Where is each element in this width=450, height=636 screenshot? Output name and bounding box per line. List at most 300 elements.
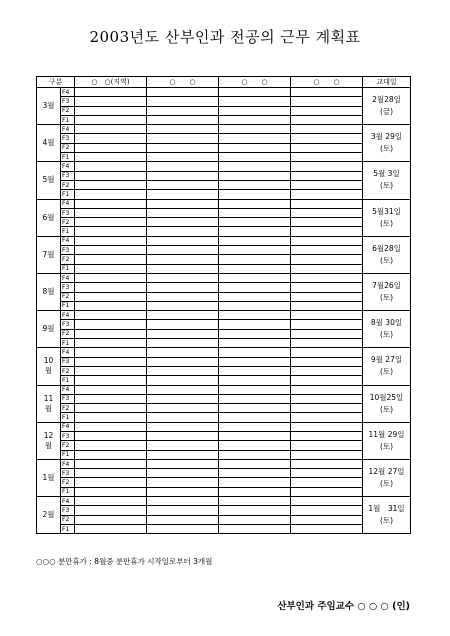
schedule-cell[interactable] xyxy=(291,134,363,143)
schedule-cell[interactable] xyxy=(147,292,219,301)
schedule-cell[interactable] xyxy=(75,218,147,227)
exchange-date-cell xyxy=(363,459,411,496)
floor-label: F4 xyxy=(61,348,75,357)
schedule-cell[interactable] xyxy=(291,115,363,124)
schedule-cell[interactable] xyxy=(147,413,219,422)
schedule-cell[interactable] xyxy=(147,348,219,357)
table-row xyxy=(37,88,411,97)
schedule-cell[interactable] xyxy=(75,524,147,533)
month-label: 4월 xyxy=(37,125,61,162)
schedule-cell[interactable] xyxy=(75,339,147,348)
schedule-cell[interactable] xyxy=(75,273,147,282)
schedule-cell[interactable] xyxy=(147,162,219,171)
exchange-date: 1월 31일 xyxy=(368,504,405,514)
schedule-cell[interactable] xyxy=(291,515,363,524)
table-row xyxy=(37,469,411,478)
schedule-cell[interactable] xyxy=(147,273,219,282)
schedule-cell[interactable] xyxy=(291,106,363,115)
table-row xyxy=(37,153,411,162)
schedule-cell[interactable] xyxy=(219,441,291,450)
schedule-cell[interactable] xyxy=(147,441,219,450)
schedule-cell[interactable] xyxy=(219,329,291,338)
schedule-cell[interactable] xyxy=(219,236,291,245)
schedule-cell[interactable] xyxy=(75,301,147,310)
schedule-cell[interactable] xyxy=(147,459,219,468)
schedule-cell[interactable] xyxy=(219,292,291,301)
schedule-cell[interactable] xyxy=(147,339,219,348)
schedule-cell[interactable] xyxy=(291,255,363,264)
schedule-cell[interactable] xyxy=(219,97,291,106)
schedule-cell[interactable] xyxy=(147,311,219,320)
schedule-cell[interactable] xyxy=(219,469,291,478)
schedule-cell[interactable] xyxy=(147,153,219,162)
floor-label: F1 xyxy=(61,227,75,236)
schedule-cell[interactable] xyxy=(147,218,219,227)
floor-label: F1 xyxy=(61,524,75,533)
month-label: 10 월 xyxy=(37,348,61,385)
table-row xyxy=(37,385,411,394)
schedule-cell[interactable] xyxy=(75,115,147,124)
schedule-cell[interactable] xyxy=(291,227,363,236)
schedule-cell[interactable] xyxy=(75,199,147,208)
floor-label: F2 xyxy=(61,515,75,524)
schedule-cell[interactable] xyxy=(219,162,291,171)
schedule-cell[interactable] xyxy=(75,227,147,236)
table-row xyxy=(37,329,411,338)
schedule-cell[interactable] xyxy=(219,515,291,524)
schedule-cell[interactable] xyxy=(75,441,147,450)
schedule-cell[interactable] xyxy=(147,487,219,496)
schedule-cell[interactable] xyxy=(75,487,147,496)
schedule-cell[interactable] xyxy=(219,106,291,115)
schedule-cell[interactable] xyxy=(75,264,147,273)
schedule-cell[interactable] xyxy=(147,394,219,403)
exchange-weekday: (토) xyxy=(379,293,394,303)
exchange-date: 2월28일 xyxy=(372,95,401,105)
schedule-cell[interactable] xyxy=(219,357,291,366)
floor-label: F2 xyxy=(61,366,75,375)
schedule-cell[interactable] xyxy=(75,431,147,440)
schedule-cell[interactable] xyxy=(75,348,147,357)
floor-label: F3 xyxy=(61,246,75,255)
schedule-cell[interactable] xyxy=(291,459,363,468)
floor-label: F3 xyxy=(61,208,75,217)
exchange-weekday: (토) xyxy=(379,255,394,265)
schedule-cell[interactable] xyxy=(291,190,363,199)
table-row xyxy=(37,106,411,115)
schedule-cell[interactable] xyxy=(147,497,219,506)
schedule-cell[interactable] xyxy=(75,450,147,459)
schedule-cell[interactable] xyxy=(147,450,219,459)
schedule-cell[interactable] xyxy=(291,264,363,273)
schedule-cell[interactable] xyxy=(291,236,363,245)
schedule-cell[interactable] xyxy=(291,348,363,357)
schedule-cell[interactable] xyxy=(75,292,147,301)
exchange-date-cell xyxy=(363,311,411,348)
schedule-cell[interactable] xyxy=(291,292,363,301)
schedule-cell[interactable] xyxy=(291,524,363,533)
schedule-cell[interactable] xyxy=(147,106,219,115)
schedule-cell[interactable] xyxy=(147,506,219,515)
schedule-cell[interactable] xyxy=(75,469,147,478)
table-row xyxy=(37,180,411,189)
schedule-cell[interactable] xyxy=(219,506,291,515)
table-row xyxy=(37,357,411,366)
floor-label: F2 xyxy=(61,143,75,152)
schedule-cell[interactable] xyxy=(219,366,291,375)
schedule-cell[interactable] xyxy=(147,478,219,487)
schedule-cell[interactable] xyxy=(291,180,363,189)
table-row xyxy=(37,320,411,329)
schedule-cell[interactable] xyxy=(291,329,363,338)
table-row xyxy=(37,115,411,124)
schedule-cell[interactable] xyxy=(147,404,219,413)
schedule-cell[interactable] xyxy=(147,125,219,134)
header-exchange-day: 교대일 xyxy=(363,77,411,88)
floor-label: F1 xyxy=(61,487,75,496)
schedule-cell[interactable] xyxy=(219,413,291,422)
schedule-cell[interactable] xyxy=(291,97,363,106)
schedule-cell[interactable] xyxy=(291,487,363,496)
schedule-cell[interactable] xyxy=(75,320,147,329)
schedule-cell[interactable] xyxy=(147,134,219,143)
schedule-cell[interactable] xyxy=(147,236,219,245)
schedule-cell[interactable] xyxy=(291,208,363,217)
schedule-cell[interactable] xyxy=(147,88,219,97)
schedule-cell[interactable] xyxy=(219,394,291,403)
exchange-date-cell xyxy=(363,422,411,459)
schedule-cell[interactable] xyxy=(147,264,219,273)
schedule-cell[interactable] xyxy=(291,366,363,375)
schedule-cell[interactable] xyxy=(291,404,363,413)
schedule-cell[interactable] xyxy=(291,478,363,487)
table-row xyxy=(37,459,411,468)
schedule-cell[interactable] xyxy=(219,134,291,143)
schedule-cell[interactable] xyxy=(75,162,147,171)
schedule-cell[interactable] xyxy=(291,246,363,255)
signature: 산부인과 주임교수 ○ ○ ○ (인) xyxy=(277,601,410,612)
schedule-cell[interactable] xyxy=(75,134,147,143)
schedule-cell[interactable] xyxy=(75,97,147,106)
schedule-cell[interactable] xyxy=(219,311,291,320)
schedule-cell[interactable] xyxy=(219,497,291,506)
schedule-cell[interactable] xyxy=(75,143,147,152)
floor-label: F2 xyxy=(61,292,75,301)
schedule-cell[interactable] xyxy=(219,264,291,273)
header-col2: ○ ○ xyxy=(147,77,219,88)
schedule-cell[interactable] xyxy=(219,301,291,310)
schedule-cell[interactable] xyxy=(291,171,363,180)
schedule-cell[interactable] xyxy=(147,469,219,478)
exchange-weekday: (토) xyxy=(379,218,394,228)
schedule-cell[interactable] xyxy=(75,366,147,375)
schedule-cell[interactable] xyxy=(219,180,291,189)
floor-label: F3 xyxy=(61,134,75,143)
schedule-cell[interactable] xyxy=(219,283,291,292)
exchange-date: 3월 29일 xyxy=(370,132,403,142)
table-row xyxy=(37,292,411,301)
schedule-cell[interactable] xyxy=(219,255,291,264)
exchange-weekday: (토) xyxy=(379,441,394,451)
schedule-cell[interactable] xyxy=(219,153,291,162)
table-row xyxy=(37,394,411,403)
month-label: 9월 xyxy=(37,311,61,348)
table-row xyxy=(37,441,411,450)
floor-label: F4 xyxy=(61,88,75,97)
exchange-weekday: (토) xyxy=(379,330,394,340)
schedule-cell[interactable] xyxy=(219,218,291,227)
schedule-cell[interactable] xyxy=(219,115,291,124)
header-division: 구분 xyxy=(37,77,75,88)
schedule-table xyxy=(36,76,411,534)
schedule-cell[interactable] xyxy=(291,469,363,478)
table-row xyxy=(37,190,411,199)
schedule-cell[interactable] xyxy=(219,227,291,236)
month-label: 5월 xyxy=(37,162,61,199)
schedule-cell[interactable] xyxy=(219,246,291,255)
table-row xyxy=(37,497,411,506)
exchange-weekday: (토) xyxy=(379,516,394,526)
schedule-cell[interactable] xyxy=(147,115,219,124)
exchange-date: 7월26일 xyxy=(372,281,401,291)
schedule-cell[interactable] xyxy=(291,497,363,506)
schedule-cell[interactable] xyxy=(75,497,147,506)
schedule-cell[interactable] xyxy=(147,515,219,524)
schedule-cell[interactable] xyxy=(147,97,219,106)
schedule-cell[interactable] xyxy=(147,357,219,366)
floor-label: F4 xyxy=(61,311,75,320)
floor-label: F1 xyxy=(61,264,75,273)
schedule-cell[interactable] xyxy=(219,190,291,199)
table-row xyxy=(37,227,411,236)
schedule-cell[interactable] xyxy=(75,180,147,189)
schedule-cell[interactable] xyxy=(75,171,147,180)
schedule-cell[interactable] xyxy=(75,506,147,515)
schedule-cell[interactable] xyxy=(75,283,147,292)
schedule-cell[interactable] xyxy=(219,208,291,217)
schedule-cell[interactable] xyxy=(147,376,219,385)
month-label: 7월 xyxy=(37,236,61,273)
schedule-cell[interactable] xyxy=(75,255,147,264)
schedule-cell[interactable] xyxy=(147,329,219,338)
schedule-cell[interactable] xyxy=(75,125,147,134)
schedule-cell[interactable] xyxy=(75,88,147,97)
schedule-cell[interactable] xyxy=(291,422,363,431)
schedule-cell[interactable] xyxy=(75,329,147,338)
floor-label: F1 xyxy=(61,301,75,310)
header-col4: ○ ○ xyxy=(291,77,363,88)
table-row xyxy=(37,236,411,245)
floor-label: F2 xyxy=(61,441,75,450)
schedule-cell[interactable] xyxy=(147,227,219,236)
floor-label: F3 xyxy=(61,171,75,180)
schedule-cell[interactable] xyxy=(291,320,363,329)
schedule-cell[interactable] xyxy=(75,404,147,413)
table-row xyxy=(37,422,411,431)
exchange-date-cell xyxy=(363,199,411,236)
month-label: 11 월 xyxy=(37,385,61,422)
schedule-cell[interactable] xyxy=(75,376,147,385)
table-row xyxy=(37,366,411,375)
exchange-date: 5월 3일 xyxy=(373,169,400,179)
floor-label: F4 xyxy=(61,422,75,431)
schedule-cell[interactable] xyxy=(219,478,291,487)
schedule-cell[interactable] xyxy=(75,153,147,162)
schedule-cell[interactable] xyxy=(291,506,363,515)
schedule-cell[interactable] xyxy=(219,450,291,459)
month-label: 1월 xyxy=(37,459,61,496)
floor-label: F3 xyxy=(61,506,75,515)
schedule-cell[interactable] xyxy=(75,478,147,487)
schedule-cell[interactable] xyxy=(147,180,219,189)
floor-label: F1 xyxy=(61,450,75,459)
floor-label: F3 xyxy=(61,394,75,403)
exchange-date: 9월 27일 xyxy=(370,355,403,365)
schedule-cell[interactable] xyxy=(147,524,219,533)
schedule-cell[interactable] xyxy=(219,143,291,152)
table-row xyxy=(37,143,411,152)
schedule-cell[interactable] xyxy=(75,190,147,199)
table-row xyxy=(37,376,411,385)
floor-label: F3 xyxy=(61,469,75,478)
exchange-date: 6월28일 xyxy=(372,243,401,253)
schedule-cell[interactable] xyxy=(75,394,147,403)
schedule-cell[interactable] xyxy=(291,376,363,385)
schedule-cell[interactable] xyxy=(147,320,219,329)
schedule-cell[interactable] xyxy=(291,273,363,282)
schedule-cell[interactable] xyxy=(291,431,363,440)
floor-label: F3 xyxy=(61,97,75,106)
schedule-cell[interactable] xyxy=(147,385,219,394)
schedule-cell[interactable] xyxy=(291,394,363,403)
floor-label: F1 xyxy=(61,115,75,124)
table-row xyxy=(37,348,411,357)
table-row xyxy=(37,199,411,208)
schedule-cell[interactable] xyxy=(75,385,147,394)
schedule-cell[interactable] xyxy=(291,153,363,162)
schedule-cell[interactable] xyxy=(75,311,147,320)
floor-label: F3 xyxy=(61,283,75,292)
floor-label: F4 xyxy=(61,199,75,208)
header-col1: ○ ○(지역) xyxy=(75,77,147,88)
schedule-cell[interactable] xyxy=(291,199,363,208)
floor-label: F3 xyxy=(61,431,75,440)
floor-label: F2 xyxy=(61,478,75,487)
schedule-cell[interactable] xyxy=(147,190,219,199)
schedule-cell[interactable] xyxy=(147,143,219,152)
table-row xyxy=(37,255,411,264)
schedule-cell[interactable] xyxy=(291,311,363,320)
schedule-cell[interactable] xyxy=(219,171,291,180)
header-col3: ○ ○ xyxy=(219,77,291,88)
table-row xyxy=(37,339,411,348)
schedule-cell[interactable] xyxy=(219,125,291,134)
schedule-cell[interactable] xyxy=(147,246,219,255)
schedule-cell[interactable] xyxy=(75,413,147,422)
schedule-cell[interactable] xyxy=(219,88,291,97)
schedule-cell[interactable] xyxy=(147,366,219,375)
schedule-cell[interactable] xyxy=(291,441,363,450)
schedule-cell[interactable] xyxy=(75,459,147,468)
schedule-cell[interactable] xyxy=(147,422,219,431)
schedule-cell[interactable] xyxy=(219,385,291,394)
exchange-weekday: (토) xyxy=(379,478,394,488)
schedule-cell[interactable] xyxy=(291,450,363,459)
schedule-cell[interactable] xyxy=(75,236,147,245)
floor-label: F4 xyxy=(61,125,75,134)
schedule-cell[interactable] xyxy=(291,283,363,292)
schedule-cell[interactable] xyxy=(75,208,147,217)
table-row xyxy=(37,524,411,533)
schedule-cell[interactable] xyxy=(291,413,363,422)
schedule-cell[interactable] xyxy=(219,459,291,468)
schedule-cell[interactable] xyxy=(147,208,219,217)
schedule-cell[interactable] xyxy=(147,431,219,440)
exchange-weekday: (토) xyxy=(379,181,394,191)
table-row xyxy=(37,301,411,310)
schedule-cell[interactable] xyxy=(219,273,291,282)
schedule-cell[interactable] xyxy=(291,143,363,152)
floor-label: F1 xyxy=(61,339,75,348)
schedule-cell[interactable] xyxy=(219,404,291,413)
schedule-cell[interactable] xyxy=(291,301,363,310)
schedule-cell[interactable] xyxy=(75,357,147,366)
schedule-cell[interactable] xyxy=(219,487,291,496)
schedule-cell[interactable] xyxy=(75,246,147,255)
floor-label: F3 xyxy=(61,357,75,366)
schedule-cell[interactable] xyxy=(291,339,363,348)
exchange-date: 10월25일 xyxy=(369,392,404,402)
floor-label: F1 xyxy=(61,190,75,199)
schedule-cell[interactable] xyxy=(291,162,363,171)
schedule-cell[interactable] xyxy=(219,376,291,385)
table-row xyxy=(37,311,411,320)
schedule-cell[interactable] xyxy=(147,283,219,292)
floor-label: F4 xyxy=(61,497,75,506)
table-row xyxy=(37,246,411,255)
table-row xyxy=(37,171,411,180)
schedule-cell[interactable] xyxy=(147,301,219,310)
schedule-cell[interactable] xyxy=(147,171,219,180)
schedule-cell[interactable] xyxy=(291,357,363,366)
schedule-cell[interactable] xyxy=(219,199,291,208)
schedule-cell[interactable] xyxy=(219,339,291,348)
schedule-cell[interactable] xyxy=(291,218,363,227)
schedule-cell[interactable] xyxy=(219,422,291,431)
schedule-cell[interactable] xyxy=(75,422,147,431)
schedule-cell[interactable] xyxy=(219,320,291,329)
schedule-cell[interactable] xyxy=(291,125,363,134)
exchange-date-cell xyxy=(363,385,411,422)
schedule-cell[interactable] xyxy=(147,199,219,208)
schedule-cell[interactable] xyxy=(219,348,291,357)
table-row xyxy=(37,283,411,292)
exchange-date-cell xyxy=(363,236,411,273)
table-row xyxy=(37,125,411,134)
schedule-cell[interactable] xyxy=(219,524,291,533)
table-row xyxy=(37,134,411,143)
schedule-cell[interactable] xyxy=(147,255,219,264)
exchange-date-cell xyxy=(363,273,411,310)
exchange-date-cell xyxy=(363,125,411,162)
schedule-cell[interactable] xyxy=(219,431,291,440)
schedule-cell[interactable] xyxy=(291,88,363,97)
floor-label: F4 xyxy=(61,236,75,245)
schedule-cell[interactable] xyxy=(291,385,363,394)
schedule-cell[interactable] xyxy=(75,515,147,524)
table-row xyxy=(37,264,411,273)
schedule-cell[interactable] xyxy=(75,106,147,115)
